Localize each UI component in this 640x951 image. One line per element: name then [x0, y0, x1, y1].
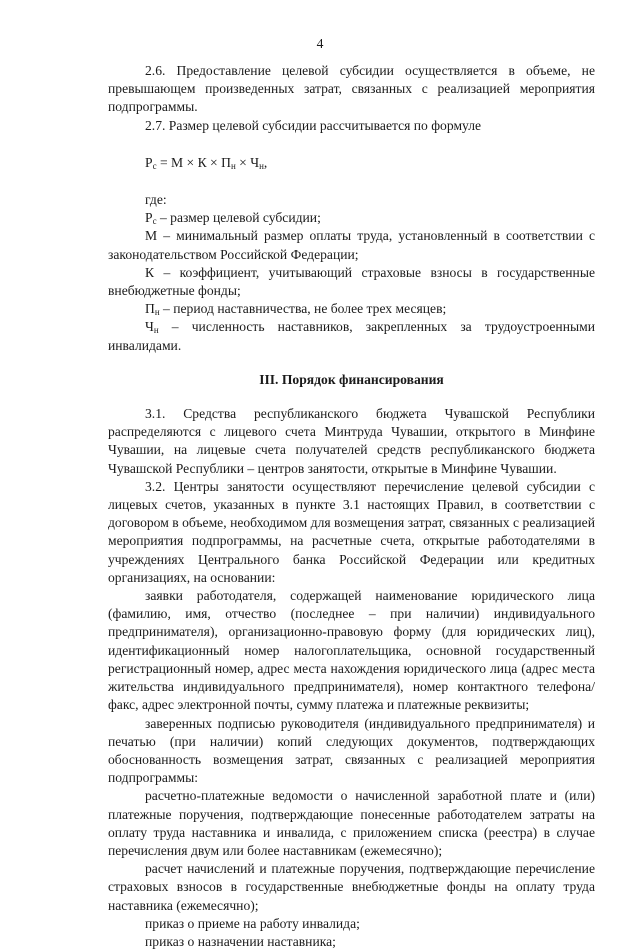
definition-chn: $Ч_н$ – численность наставников, закрепленных за трудоустроенными инвалидами.	[108, 319, 595, 353]
list-item: приказ о назначении наставника;	[145, 933, 336, 949]
list-item: заявки работодателя, содержащей наименование юридического лица (фамилию, имя, отчество (последнее – при наличии) индивидуального предпринимателя), организационно-правовую форму (для юридических лиц), идентификационный номер налогоплательщика, основной государственный регистрационный номер, адрес места нахождения юридического лица (адрес места жительства индивидуального предпринимателя), номер контактного телефона/факс, адрес электронной почты, сумму платежа и платежные реквизиты;	[108, 588, 595, 713]
clause-2-7: 2.7. Размер целевой субсидии рассчитывается по формуле	[145, 117, 482, 133]
clause-2-6: 2.6. Предоставление целевой субсидии осуществляется в объеме, не превышающем произведенных затрат, связанных с реализацией мероприятия подпрограммы.	[108, 63, 595, 115]
definition-rs: $Р_с$ – размер целевой субсидии;	[145, 210, 321, 227]
definition-k: К – коэффициент, учитывающий страховые взносы в государственные внебюджетные фонды;	[108, 264, 595, 299]
section-heading: III. Порядок финансирования	[259, 371, 444, 387]
subsidy-formula: $Р_с = М \times К \times П_н \times Ч_н$,	[145, 154, 268, 171]
where-label: где:	[145, 192, 167, 208]
list-item: расчетно-платежные ведомости о начисленной заработной плате и (или) платежные поручения, подтверждающие понесенные работодателем затраты на оплату труда наставника и инвалида, с приложением списка (реестра) в случае перечисления двум или более наставникам (ежемесячно);	[108, 788, 595, 858]
clause-3-2: 3.2. Центры занятости осуществляют перечисление целевой субсидии с лицевых счетов, указанных в пункте 3.1 настоящих Правил, в соответствии с договором в объеме, необходимом для возмещения затрат, связанных с реализацией мероприятия подпрограммы, на расчетные счета, открытые работодателями в учреждениях Центрального банка Российской Федерации или кредитных организациях, на основании:	[108, 478, 595, 585]
list-item: расчет начислений и платежные поручения, подтверждающие перечисление страховых взносов в государственные внебюджетные фонды на оплату труда наставника (ежемесячно);	[108, 861, 595, 913]
list-item: приказ о приеме на работу инвалида;	[145, 915, 360, 931]
definition-m: М – минимальный размер оплаты труда, установленный в соответствии с законодательством Российской Федерации;	[108, 228, 595, 262]
document-body	[108, 62, 595, 951]
definition-pn: $П_н$ – период наставничества, не более трех месяцев;	[145, 301, 447, 318]
page-number: 4	[316, 36, 324, 51]
list-item: заверенных подписью руководителя (индивидуального предпринимателя) и печатью (при наличии) копий следующих документов, подтверждающих обоснованность возмещения затрат, связанных с реализацией мероприятия подпрограммы:	[108, 715, 595, 786]
clause-3-1: 3.1. Средства республиканского бюджета Чувашской Республики распределяются с лицевого счета Минтруда Чувашии, открытого в Минфине Чувашии, на лицевые счета получателей средств республиканского бюджета Чувашской Республики – центров занятости, открытые в Минфине Чувашии.	[108, 406, 595, 476]
